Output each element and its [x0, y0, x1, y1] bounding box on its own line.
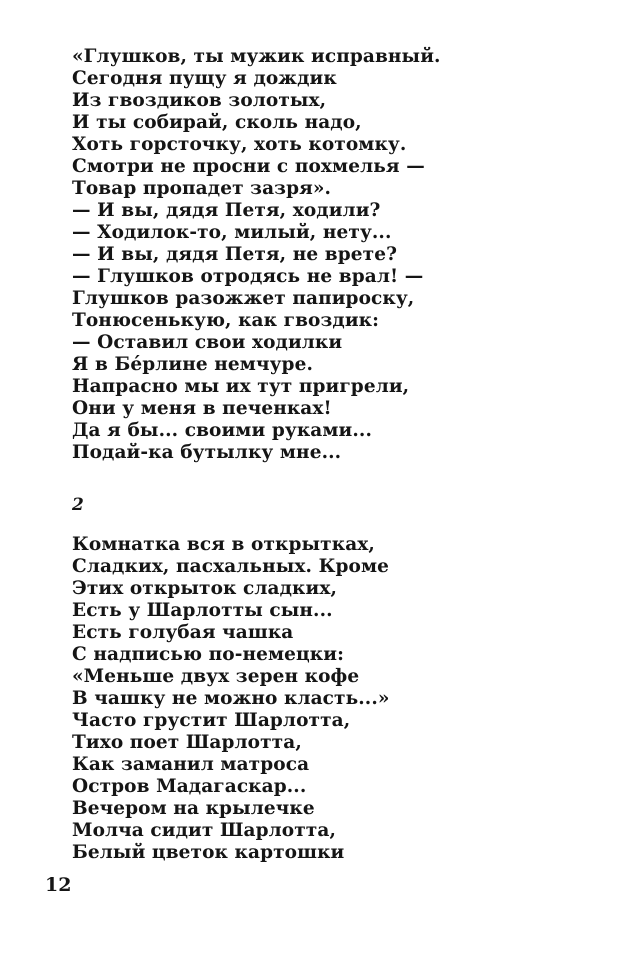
poem-line: Хоть горсточку, хоть котомку. [72, 134, 407, 155]
poem-line: Сладких, пасхальных. Кроме [72, 556, 390, 577]
section-number: 2 [72, 495, 84, 515]
poem-line: Молча сидит Шарлотта, [72, 820, 336, 841]
poem-stanza-2 [72, 534, 390, 864]
poem-line: С надписью по-немецки: [72, 644, 345, 665]
poem-line: Глушков разожжет папироску, [72, 288, 415, 309]
poem-line: Белый цветок картошки [72, 842, 345, 863]
poem-line: В чашку не можно класть...» [72, 688, 390, 709]
poem-stanza-1 [72, 46, 441, 464]
poem-line: Сегодня пущу я дождик [72, 68, 337, 89]
poem-line: — Ходилок-то, милый, нету... [72, 222, 392, 243]
poem-line: Есть у Шарлотты сын... [72, 600, 333, 621]
poem-line: Часто грустит Шарлотта, [72, 710, 351, 731]
poem-line: — И вы, дядя Петя, ходили? [72, 200, 381, 221]
poem-line: Я в Бéрлине немчуре. [72, 354, 313, 375]
poem-line: И ты собирай, сколь надо, [72, 112, 362, 133]
poem-line: Напрасно мы их тут пригрели, [72, 376, 410, 397]
poem-line: Товар пропадет зазря». [72, 178, 332, 199]
poem-line: Тонюсенькую, как гвоздик: [72, 310, 380, 331]
page-number: 12 [45, 874, 72, 896]
poem-line: Как заманил матроса [72, 754, 310, 775]
poem-line: Да я бы... своими руками... [72, 420, 372, 441]
poem-line: Смотри не просни с похмелья — [72, 156, 425, 177]
poem-line: — Оставил свои ходилки [72, 332, 343, 353]
poem-line: Они у меня в печенках! [72, 398, 332, 419]
poem-line: Из гвоздиков золотых, [72, 90, 327, 111]
poem-line: Этих открыток сладких, [72, 578, 337, 599]
poem-line: — И вы, дядя Петя, не врете? [72, 244, 398, 265]
poem-line: Остров Мадагаскар... [72, 776, 307, 797]
poem-line: «Глушков, ты мужик исправный. [72, 46, 441, 67]
poem-line: Тихо поет Шарлотта, [72, 732, 302, 753]
poem-line: Вечером на крылечке [72, 798, 315, 819]
poem-line: — Глушков отродясь не врал! — [72, 266, 424, 287]
poem-line: Есть голубая чашка [72, 622, 294, 643]
poem-line: Комнатка вся в открытках, [72, 534, 375, 555]
poem-line: «Меньше двух зерен кофе [72, 666, 360, 687]
poem-line: Подай-ка бутылку мне... [72, 442, 342, 463]
